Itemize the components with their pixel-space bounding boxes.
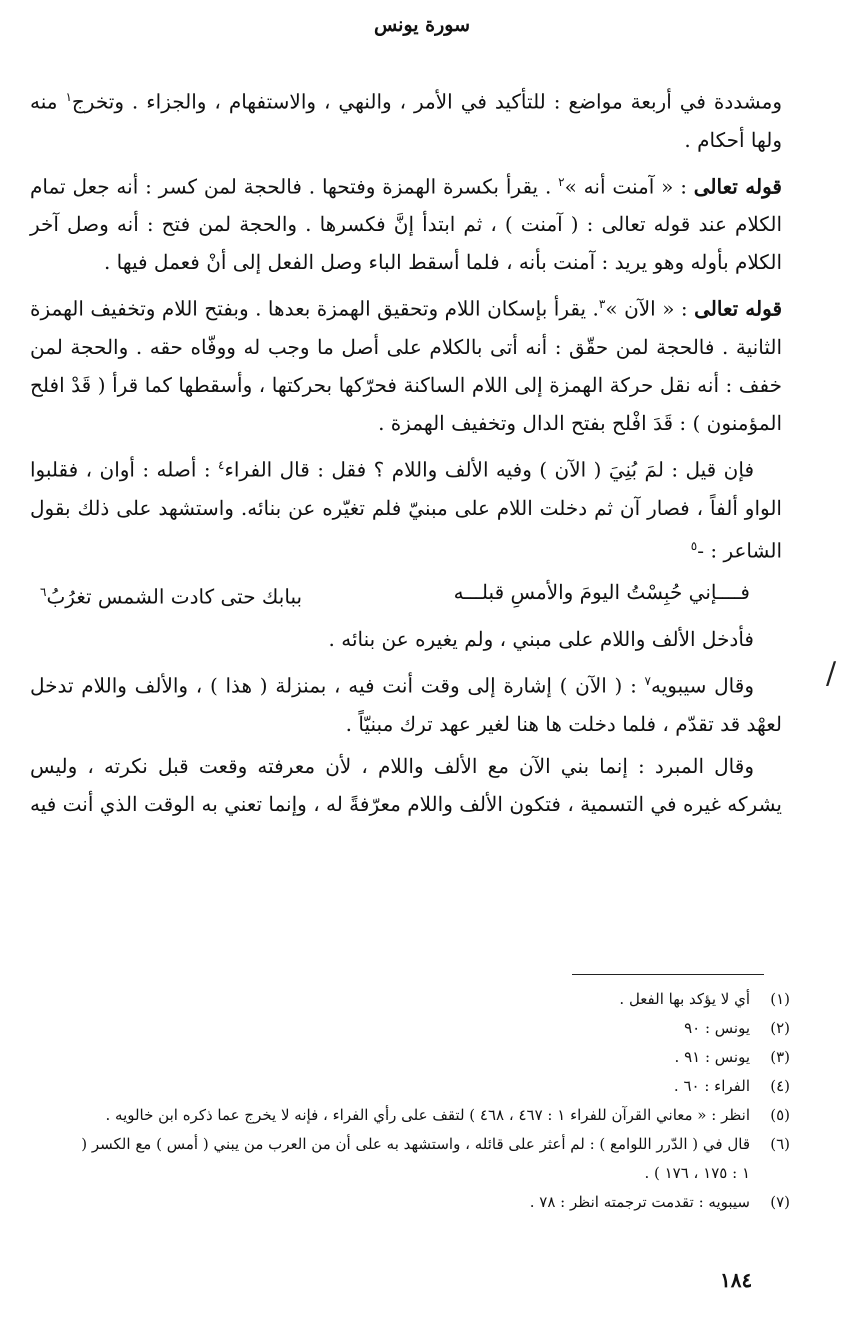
footnote-text: يونس : ٩٠ — [684, 1019, 750, 1037]
footnote — [70, 985, 790, 1014]
paragraph-text: وقال سيبويه — [650, 673, 754, 698]
paragraph-3 — [30, 285, 782, 442]
footnote-ref: ٥ — [690, 538, 698, 553]
footnote — [70, 1101, 790, 1130]
page-header: سورة يونس — [373, 14, 471, 36]
footnote-text: الفراء : ٦٠ . — [673, 1077, 750, 1095]
verse-label: قوله تعالى — [693, 174, 782, 199]
footnote-number: (٧) — [770, 1193, 790, 1211]
footnote — [70, 1043, 790, 1072]
paragraph-text: . يقرأ بكسرة الهمزة وفتحها . فالحجة لمن كسر : أنه جعل تمام الكلام عند قوله تعالى : ( آمنت ) ، ثم ابتدأ إنَّ فكسرها . والحجة لمن فتح : أنه وصل آخر الكلام بأوله وهو يريد : آمنت بأنه ، فلما أسقط الباء وصل الفعل إلى أنْ فعمل فيها . — [30, 174, 782, 275]
footnote-text: قال في ( الدّرر اللوامع ) : لم أعثر على قائله ، واستشهد به على أن من العرب من يبني ( أمس ) مع الكسر ( ١ : ١٧٥ ، ١٧٦ ) . — [81, 1135, 750, 1182]
paragraph-text: : ( الآن ) إشارة إلى وقت أنت فيه ، بمنزلة ( هذا ) ، والألف واللام تدخل لعهْد قد تقدّم ، فلما دخلت ها هنا لغير عهد ترك مبنيّاً . — [30, 673, 782, 736]
footnote-number: (٦) — [770, 1135, 790, 1153]
paragraph-text: فأدخل الألف واللام على مبني ، ولم يغيره عن بنائه . — [328, 626, 754, 651]
footnotes — [70, 985, 790, 1217]
footnote-ref: ٧ — [644, 673, 651, 688]
footnote-text: أي لا يؤكد بها الفعل . — [619, 990, 750, 1008]
paragraph-7 — [30, 747, 782, 823]
footnote-ref: ٤ — [218, 457, 225, 472]
footnote-number: (١) — [770, 990, 790, 1008]
footnote-text: يونس : ٩١ . — [674, 1048, 750, 1066]
footnote-ref: ٢ — [558, 174, 565, 189]
margin-pencil-mark: / — [826, 656, 837, 691]
paragraph-text: ومشددة في أربعة مواضع : للتأكيد في الأمر ، والنهي ، والاستفهام ، والجزاء . وتخرج — [71, 89, 783, 114]
poem-text: ببابك حتى كادت الشمس تغرُبُ — [46, 584, 303, 609]
paragraph-text: : « الآن » — [605, 296, 695, 321]
footnote-number: (٣) — [770, 1048, 790, 1066]
footnote — [70, 1188, 790, 1217]
footnote-number: (٢) — [770, 1019, 790, 1037]
footnote-ref: ٦ — [40, 585, 47, 600]
paragraph-text: . يقرأ بإسكان اللام وتحقيق الهمزة بعدها . وبفتح اللام وتخفيف الهمزة الثانية . فالحجة لمن حقّق : أنه أتى بالكلام على أصل ما وجب له ووفّاه حقه . والحجة لمن خفف : أنه نقل حركة الهمزة إلى اللام الساكنة فحرّكها بحركتها ، وأسقطها كما قرأ ( قَدْ افلح المؤمنون ) : قَدَ افْلح بفتح الدال وتخفيف الهمزة . — [30, 296, 782, 435]
page-number: ١٨٤ — [720, 1268, 753, 1292]
paragraph-1 — [30, 78, 782, 159]
footnote — [70, 1130, 790, 1188]
main-text — [30, 78, 782, 827]
footnote-separator — [572, 974, 764, 975]
footnote-text: انظر : « معاني القرآن للفراء ١ : ٤٦٧ ، ٤٦٨ ) لتقف على رأي الفراء ، فإنه لا يخرج عما ذكره ابن خالويه . — [105, 1106, 750, 1124]
footnote — [70, 1072, 790, 1101]
paragraph-text: وقال المبرد : إنما بني الآن مع الألف واللام ، لأن معرفته وقعت قبل نكرته ، وليس يشركه غيره في التسمية ، فتكون الألف واللام معرّفةً له ، وإنما تعني به الوقت الذي أنت فيه — [29, 753, 782, 816]
paragraph-text: فإن قيل : لمَ بُنِيَ ( الآن ) وفيه الألف واللام ؟ فقل : قال الفراء — [224, 457, 754, 482]
poem-second-hemistich — [40, 573, 302, 616]
footnote-ref: ٣ — [598, 297, 606, 312]
paragraph-text: : « آمنت أنه » — [564, 174, 694, 199]
paragraph-text: : أصله : أوان ، فقلبوا الواو ألفاً ، فصار آن ثم دخلت اللام على مبنيّ فلم تغيّره عن بنائه. واستشهد على ذلك بقول الشاعر : - — [30, 457, 782, 563]
footnote-ref: ١ — [65, 90, 72, 104]
footnote-number: (٤) — [770, 1077, 790, 1095]
paragraph-text: منه ولها أحكام . — [30, 89, 782, 152]
footnote — [70, 1014, 790, 1043]
paragraph-6 — [30, 662, 782, 743]
paragraph-2 — [30, 163, 782, 282]
footnote-text: سيبويه : تقدمت ترجمته انظر : ٧٨ . — [529, 1193, 750, 1211]
paragraph-4 — [30, 446, 782, 569]
poem-verse — [30, 573, 782, 616]
paragraph-5 — [30, 620, 782, 658]
footnote-number: (٥) — [770, 1106, 790, 1124]
poem-first-hemistich: فــــإني حُبِسْتُ اليومَ والأمسِ قبلـــه — [453, 580, 750, 605]
verse-label: قوله تعالى — [694, 296, 783, 321]
